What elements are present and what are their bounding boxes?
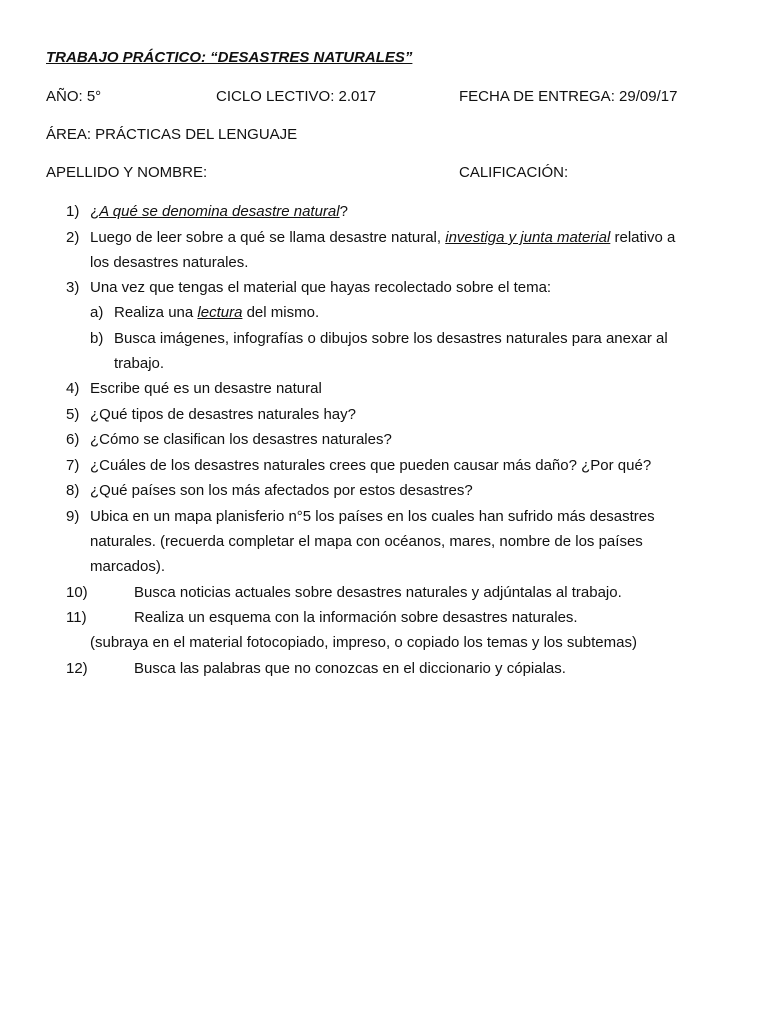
item-number: 11) bbox=[66, 609, 87, 626]
calificacion-field: CALIFICACIÓN: bbox=[459, 164, 569, 181]
list-item-4 bbox=[66, 379, 322, 399]
item-number: 6) bbox=[66, 431, 80, 448]
item-number: 3) bbox=[66, 279, 80, 296]
item-text: Una vez que tengas el material que hayas recolectado sobre el tema: bbox=[90, 279, 552, 296]
emphasis-text: lectura bbox=[197, 304, 243, 321]
apellido-nombre-field: APELLIDO Y NOMBRE: bbox=[46, 164, 208, 181]
item-number: 9) bbox=[66, 508, 80, 525]
list-item-3b bbox=[90, 329, 668, 349]
anio-field: AÑO: 5° bbox=[46, 88, 102, 105]
list-item-3a bbox=[90, 303, 320, 323]
list-item-1 bbox=[66, 202, 348, 222]
item-number: 2) bbox=[66, 229, 80, 246]
item-text: Realiza un esquema con la información sobre desastres naturales. bbox=[134, 609, 578, 626]
item-number: 7) bbox=[66, 457, 80, 474]
list-item-5 bbox=[66, 405, 356, 425]
item-text: ¿Cómo se clasifican los desastres naturales? bbox=[90, 431, 392, 448]
list-item-9 bbox=[66, 507, 655, 527]
fecha-entrega-field: FECHA DE ENTREGA: 29/09/17 bbox=[459, 88, 678, 105]
item-number: 12) bbox=[66, 660, 88, 677]
item-text: ¿Cuáles de los desastres naturales crees que pueden causar más daño? ¿Por qué? bbox=[90, 457, 652, 474]
document-title: TRABAJO PRÁCTICO: “DESASTRES NATURALES” bbox=[46, 49, 413, 66]
item-number: 4) bbox=[66, 380, 80, 397]
item-text: Luego de leer sobre a qué se llama desastre natural, investiga y junta material relativo a bbox=[90, 229, 676, 246]
item-text: Escribe qué es un desastre natural bbox=[90, 380, 322, 397]
list-item-6 bbox=[66, 430, 392, 450]
item-text: Ubica en un mapa planisferio n°5 los países en los cuales han sufrido más desastres bbox=[90, 508, 655, 525]
list-item-3 bbox=[66, 278, 552, 298]
item-text: Busca imágenes, infografías o dibujos sobre los desastres naturales para anexar al bbox=[114, 330, 668, 347]
area-field: ÁREA: PRÁCTICAS DEL LENGUAJE bbox=[46, 126, 298, 143]
list-item-2-continued: los desastres naturales. bbox=[90, 254, 249, 271]
list-item-12 bbox=[66, 659, 566, 679]
list-item-9-continued: naturales. (recuerda completar el mapa con océanos, mares, nombre de los países bbox=[90, 533, 643, 550]
list-item-7 bbox=[66, 456, 652, 476]
list-item-10 bbox=[66, 583, 622, 603]
list-item-8 bbox=[66, 481, 473, 501]
item-number: b) bbox=[90, 330, 104, 347]
item-number: 10) bbox=[66, 584, 88, 601]
list-item-9-continued: marcados). bbox=[90, 558, 166, 575]
item-number: 1) bbox=[66, 203, 80, 220]
list-item-11-continued: (subraya en el material fotocopiado, impreso, o copiado los temas y los subtemas) bbox=[90, 634, 637, 651]
item-text: Busca noticias actuales sobre desastres naturales y adjúntalas al trabajo. bbox=[134, 584, 622, 601]
item-text: ¿Qué tipos de desastres naturales hay? bbox=[90, 406, 356, 423]
list-item-11 bbox=[66, 608, 578, 628]
emphasis-text: investiga y junta material bbox=[445, 229, 611, 246]
item-text: ¿Qué países son los más afectados por estos desastres? bbox=[90, 482, 473, 499]
ciclo-lectivo-field: CICLO LECTIVO: 2.017 bbox=[216, 88, 377, 105]
item-number: 8) bbox=[66, 482, 80, 499]
list-item-2 bbox=[66, 228, 676, 248]
list-item-3b-continued: trabajo. bbox=[114, 355, 165, 372]
item-text: Busca las palabras que no conozcas en el diccionario y cópialas. bbox=[134, 660, 566, 677]
item-text: Realiza una lectura del mismo. bbox=[114, 304, 320, 321]
emphasis-text: A qué se denomina desastre natural bbox=[99, 203, 340, 220]
item-text: ¿A qué se denomina desastre natural? bbox=[90, 203, 348, 220]
item-number: a) bbox=[90, 304, 104, 321]
item-number: 5) bbox=[66, 406, 80, 423]
